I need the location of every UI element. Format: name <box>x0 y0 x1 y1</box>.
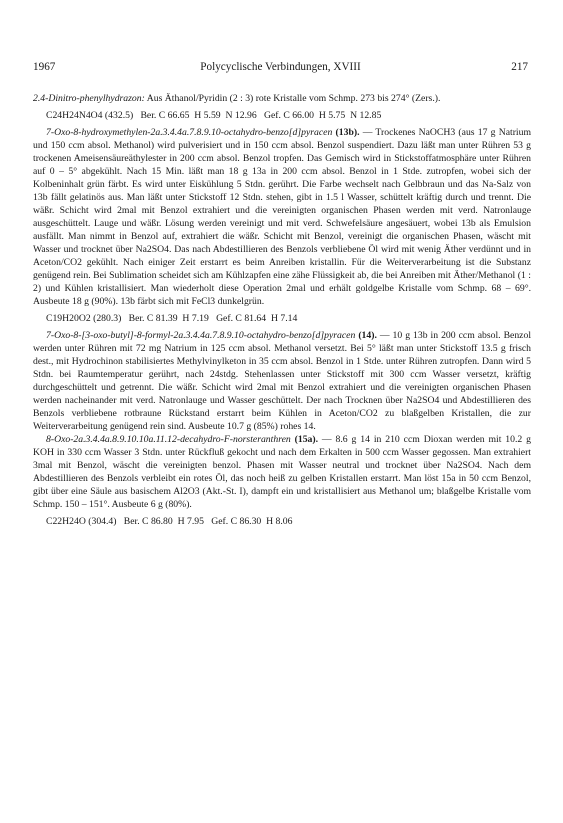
paragraph-text: — 10 g 13b in 200 ccm absol. Benzol werden unter Rühren mit 72 mg Natrium in 125 ccm absol. Methanol versetzt. Bei 5° läßt man unter Stickstoff 13.5 g frisch dest., mit Hydrochinon stabilisiertes Methylvinylketon in 35 ccm absol. Benzol in 1 Stde. unter Rühren zutropfen. Dann wird 5 Stdn. bei Raumtemperatur gerührt, nach 24stdg. Stehenlassen unter Stickstoff mit 300 ccm Wasser versetzt, kräftig durchgeschüttelt und getrennt. Die wäßr. Schicht wird 2mal mit Benzol extrahiert und die vereinigten organischen Phasen werden nacheinander mit verd. Natronlauge und Wasser geschüttelt. Der nach Trocknen über Na2SO4 und Abdestillieren des Benzols verbliebene rotbraune Rückstand erstarrt beim Kühlen in Aceton/CO2 zu blaßgelben Kristallen, die zur Weiterverarbeitung genügend rein sind. Ausbeute 10.7 g (85%) rohes 14. <box>33 330 532 432</box>
paragraph-14 <box>33 329 531 433</box>
header-year: 1967 <box>33 61 56 73</box>
document-body <box>33 92 531 532</box>
compound-id: (13b). <box>335 127 360 138</box>
elemental-analysis-2: C19H20O2 (280.3) Ber. C 81.39 H 7.19 Gef. C 81.64 H 7.14 <box>46 313 298 324</box>
paragraph-text: Aus Äthanol/Pyridin (2 : 3) rote Kristalle vom Schmp. 273 bis 274° (Zers.). <box>144 93 441 104</box>
elemental-analysis-1: C24H24N4O4 (432.5) Ber. C 66.65 H 5.59 N 12.96 Gef. C 66.00 H 5.75 N 12.85 <box>46 110 382 121</box>
compound-name: 8-Oxo-2a.3.4.4a.8.9.10.10a.11.12-decahydro-F-norsteranthren <box>46 434 291 445</box>
paragraph-text: — 8.6 g 14 in 210 ccm Dioxan werden mit 10.2 g KOH in 330 ccm Wasser 3 Stdn. unter Rückfluß gekocht und nach dem Erkalten in 500 ccm Wasser gegossen. Man extrahiert 3mal mit Benzol, wäscht die vereinigten benzol. Phasen mit Wasser neutral und trocknet über Na2SO4. Nach dem Abdestillieren des Benzols verbleibt ein rotes Öl, das noch heiß zu gelben Kristallen erstarrt. Man löst 15a in 50 ccm Benzol, gibt über eine Säule aus basischem Al2O3 (Akt.-St. I), dampft ein und kristallisiert aus Methanol um; blaßgelbe Kristalle vom Schmp. 150 – 151°. Ausbeute 6 g (80%). <box>33 434 531 510</box>
page-number: 217 <box>511 61 528 73</box>
compound-name: 7-Oxo-8-hydroxymethylen-2a.3.4.4a.7.8.9.10-octahydro-benzo[d]pyracen <box>46 127 333 138</box>
elemental-analysis-3: C22H24O (304.4) Ber. C 86.80 H 7.95 Gef. C 86.30 H 8.06 <box>46 516 293 527</box>
compound-id: (15a). <box>294 434 319 445</box>
paragraph-text: — Trockenes NaOCH3 (aus 17 g Natrium und 150 ccm absol. Methanol) wird pulverisiert und in 150 ccm absol. Benzol suspendiert. Dazu läßt man unter Rühren 53 g trockenen Ameisensäureäthylester in 200 ccm absol. Benzol tropfen. Das Gemisch wird in Stickstoffatmosphäre unter Rühren auf 0 – 5° abgekühlt. Nach 15 Min. läßt man 18 g 13a in 200 ccm absol. Benzol in 1 Stde. zutropfen, wobei sich der Kolbeninhalt grün färbt. Es wird unter Eiskühlung 5 Stdn. gerührt. Die Farbe wechselt nach Gelbbraun und das Na-Salz von 13b fällt gelatinös aus. Man läßt unter Stickstoff 12 Stdn. stehen, gibt in 1.5 l Wasser, schüttelt kräftig durch und trennt. Die wäßr. Schicht wird 2mal mit Benzol extrahiert und die vereinigten organischen Phasen werden mit verd. Natronlauge ausgeschüttelt. Lauge und wäßr. Lösung werden vereinigt und mit verd. Schwefelsäure angesäuert, wobei 13b als Emulsion ausfällt. Man nimmt in Benzol auf, extrahiert die wäßr. Schicht mit Benzol, vereinigt die organischen Phasen, wäscht mit Wasser und trocknet über Na2SO4. Das nach Abdestillieren des Benzols verbliebene Öl wird mit wenig Äther verdünnt und in Aceton/CO2 gekühlt. Nach einiger Zeit erstarrt es beim Anreiben kristallin. Für die Weiterverarbeitung ist die Substanz genügend rein. Bei Sublimation scheidet sich am Kühlzapfen eine zähe Flüssigkeit ab, die bei Anreiben mit Äther/Methanol (1 : 2) und Kühlen kristallisiert. Man wiederholt diese Operation 2mal und erhält goldgelbe Kristalle vom Schmp. 68 – 69°. Ausbeute 18 g (90%). 13b färbt sich mit FeCl3 dunkelgrün. <box>33 127 531 307</box>
compound-name: 2.4-Dinitro-phenylhydrazon: <box>33 93 145 104</box>
paragraph-15a <box>33 433 531 511</box>
paragraph-dinitrophenylhydrazon <box>33 92 531 105</box>
header-title: Polycyclische Verbindungen, XVIII <box>200 61 361 73</box>
compound-name: 7-Oxo-8-[3-oxo-butyl]-8-formyl-2a.3.4.4a.7.8.9.10-octahydro-benzo[d]pyracen <box>46 330 356 341</box>
compound-id: (14). <box>358 330 377 341</box>
paragraph-13b <box>33 126 531 308</box>
running-header <box>33 60 528 74</box>
